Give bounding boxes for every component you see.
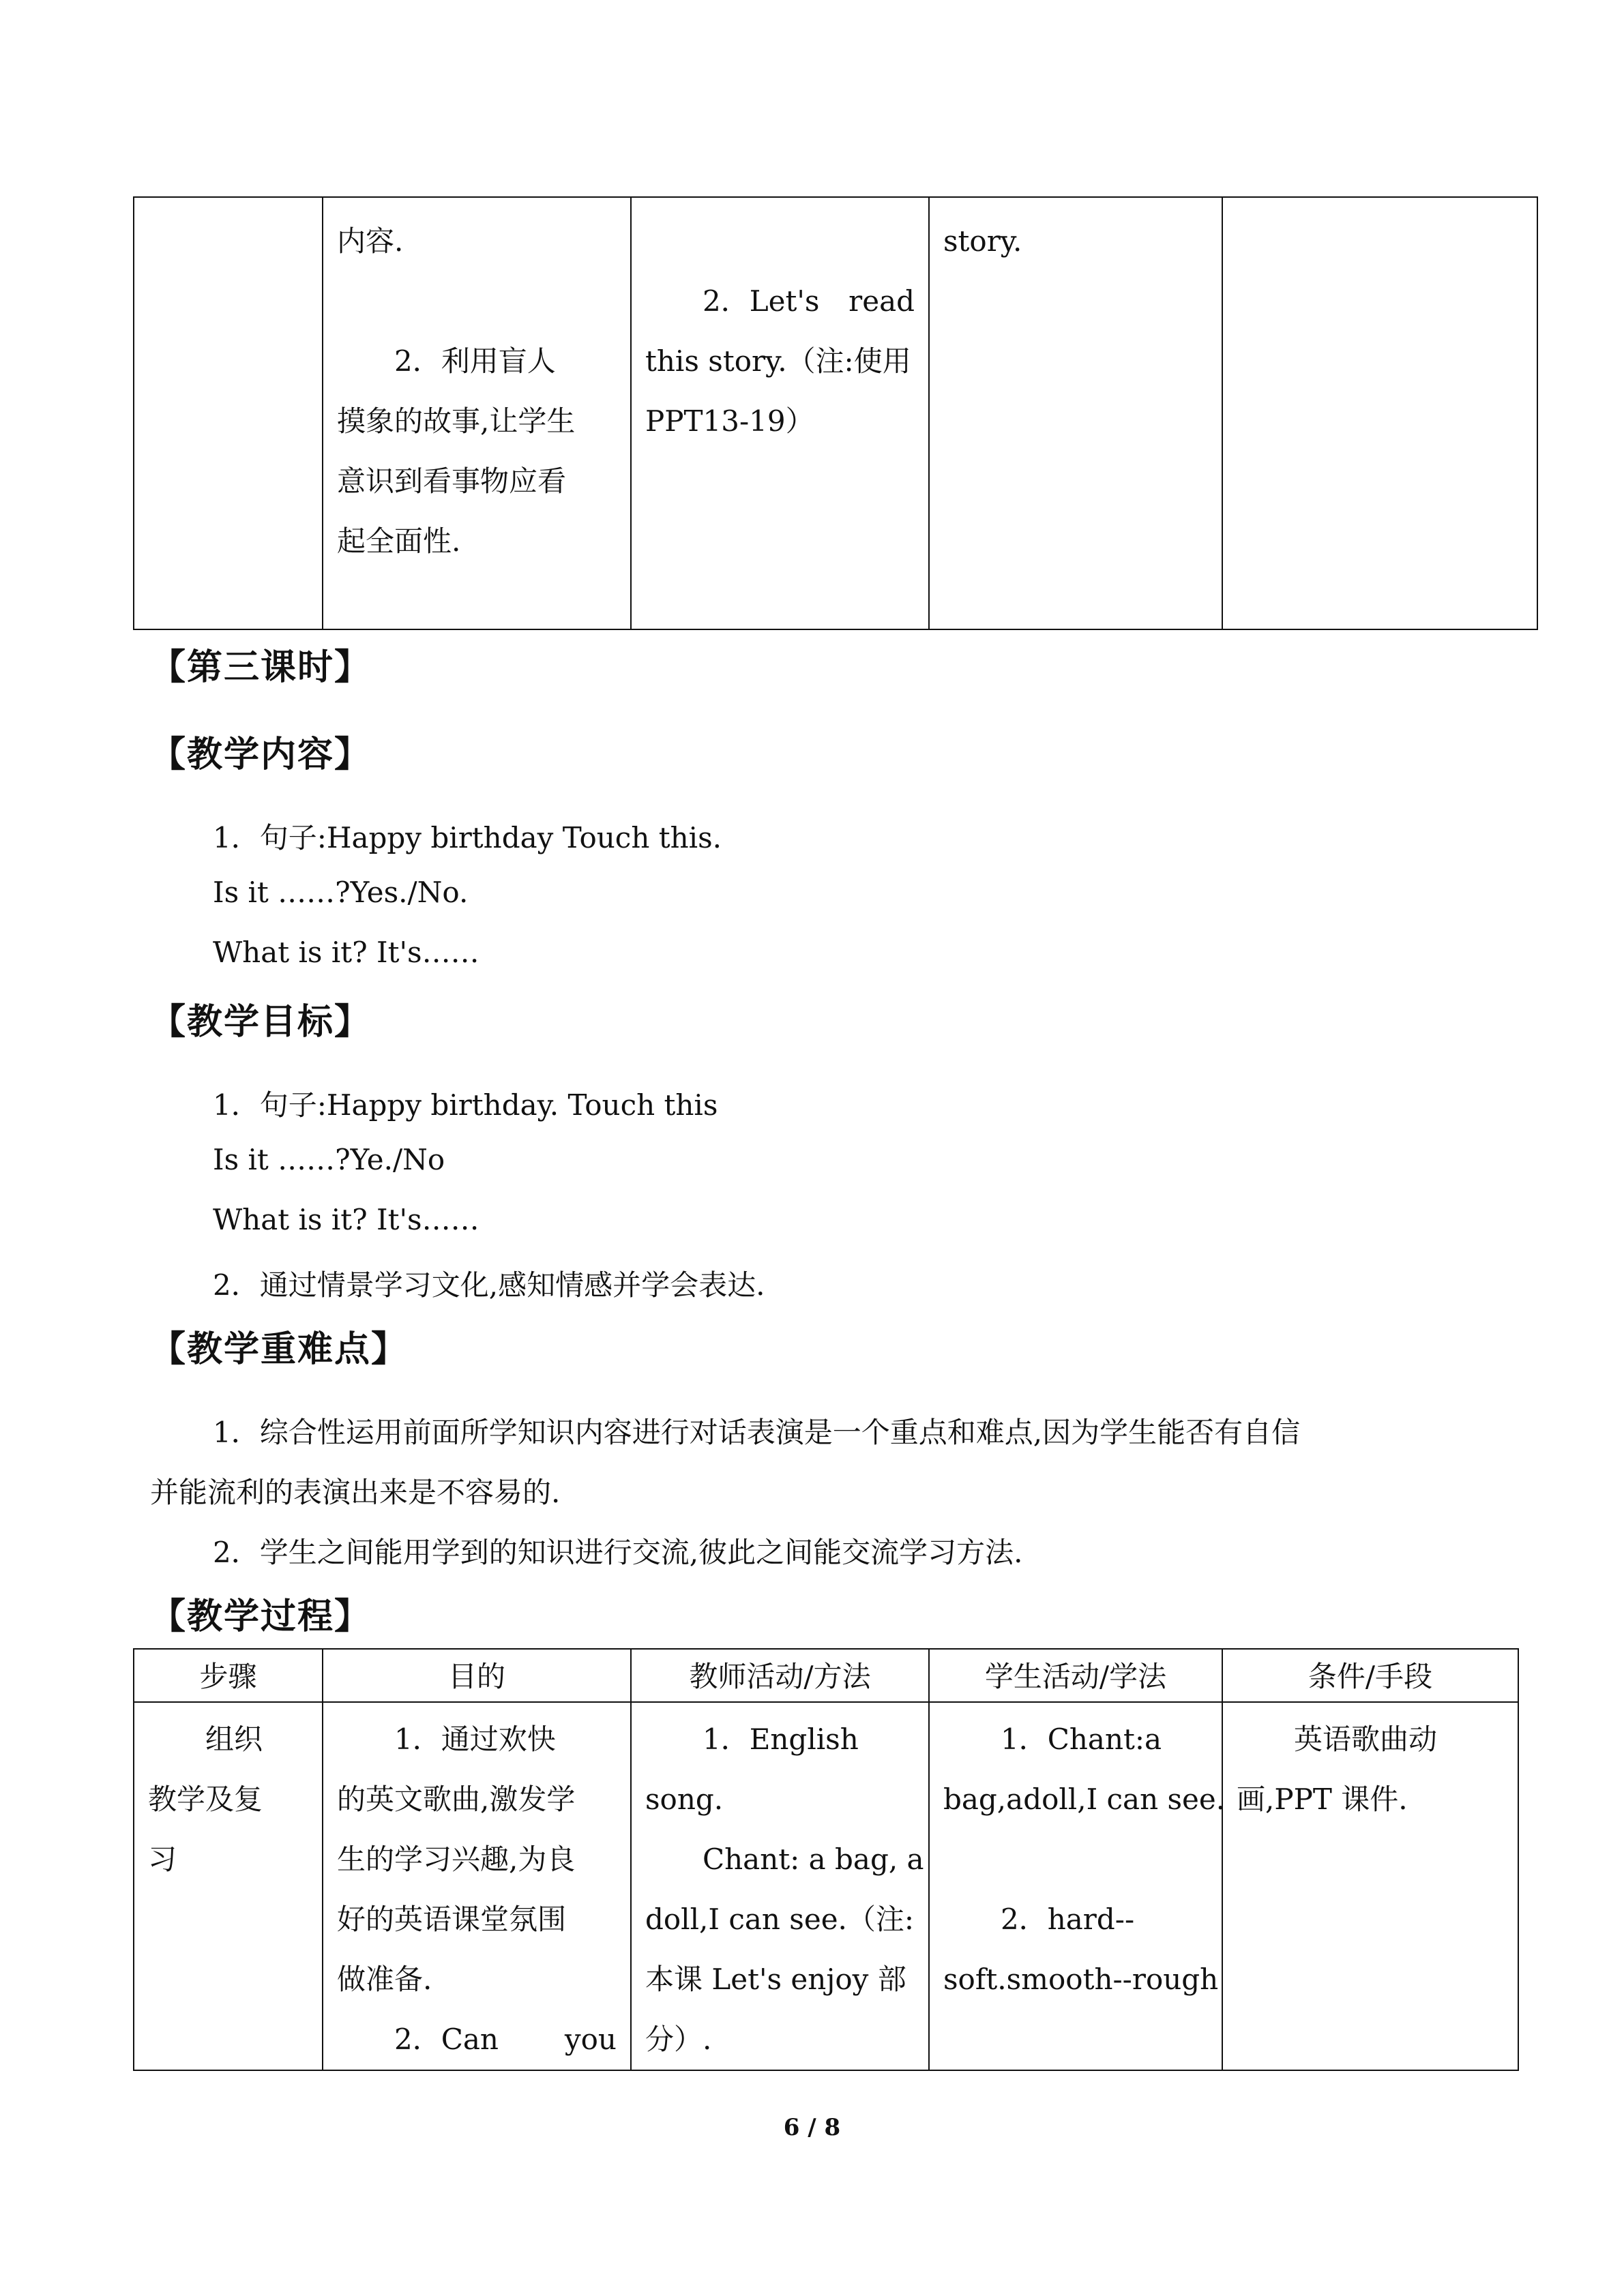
goal-line: 2．通过情景学习文化,感知情感并学会表达. (213, 1268, 765, 1302)
cell-text: 分）. (645, 2023, 712, 2056)
cell-text: bag,adoll,I can see. (943, 1783, 1226, 1816)
cell-text-row (645, 271, 915, 331)
cell-means (1222, 1702, 1518, 2070)
cell-text: 1．Chant:a (1001, 1723, 1162, 1756)
key-point-line: 1．综合性运用前面所学知识内容进行对话表演是一个重点和难点,因为学生能否有自信 (213, 1416, 1301, 1449)
cell-text: 英语歌曲动 (1294, 1723, 1438, 1756)
content-line: 1．句子:Happy birthday Touch this. (213, 821, 722, 854)
cell-text: 摸象的故事,让学生 (337, 404, 576, 438)
cell-text: 起全面性. (337, 524, 461, 558)
table-row (134, 197, 1537, 629)
cell-text: read (848, 284, 915, 318)
cell-text: this story.（注:使用 (645, 344, 911, 378)
cell-text: story. (943, 224, 1022, 258)
cell-text: song. (645, 1783, 724, 1816)
table-cell-step (134, 197, 323, 629)
cell-text: 1．English (703, 1723, 859, 1756)
cell-student (929, 1702, 1226, 2070)
cell-text: you (564, 2023, 617, 2056)
continuation-table (133, 196, 1538, 630)
cell-text: PPT13-19） (645, 404, 814, 438)
page-number: 6 / 8 (783, 2114, 841, 2141)
cell-text: 2．hard-- (1001, 1903, 1135, 1936)
header-means: 条件/手段 (1222, 1649, 1518, 1702)
cell-teacher (631, 1702, 929, 2070)
cell-text: 2．Let's (703, 284, 820, 318)
cell-text: 组织 (205, 1723, 263, 1756)
cell-text-row (337, 2010, 617, 2070)
table-cell-student (929, 197, 1222, 629)
cell-step (134, 1702, 323, 2070)
content-line: What is it? It's…… (213, 936, 479, 969)
cell-text: 习 (148, 1843, 177, 1876)
heading-content: 【教学内容】 (150, 734, 372, 775)
cell-text: doll,I can see.（注: (645, 1903, 915, 1936)
key-point-line: 并能流利的表演出来是不容易的. (150, 1476, 561, 1509)
table-header-row (134, 1649, 1518, 1702)
heading-process: 【教学过程】 (150, 1596, 372, 1637)
cell-text: 生的学习兴趣,为良 (337, 1843, 576, 1876)
cell-text: 意识到看事物应看 (337, 464, 567, 498)
goal-line: 1．句子:Happy birthday. Touch this (213, 1088, 718, 1122)
cell-text: soft.smooth--rough (943, 1963, 1219, 1996)
cell-text: 2．利用盲人 (394, 344, 556, 378)
goal-line: Is it ……?Ye./No (213, 1143, 445, 1176)
header-student: 学生活动/学法 (929, 1649, 1222, 1702)
header-teacher: 教师活动/方法 (631, 1649, 929, 1702)
header-step: 步骤 (134, 1649, 323, 1702)
cell-text: 好的英语课堂氛围 (337, 1903, 567, 1936)
cell-text: 2．Can (394, 2023, 499, 2056)
cell-text: 画,PPT 课件. (1237, 1783, 1408, 1816)
cell-text: 本课 Let's enjoy 部 (645, 1963, 906, 1996)
cell-text: 的英文歌曲,激发学 (337, 1783, 576, 1816)
content-line: Is it ……?Yes./No. (213, 876, 469, 909)
goal-line: What is it? It's…… (213, 1203, 479, 1236)
cell-text: 教学及复 (148, 1783, 263, 1816)
cell-text: 做准备. (337, 1963, 432, 1996)
cell-text: Chant: a bag, a (703, 1843, 924, 1876)
cell-text: 内容. (337, 224, 404, 258)
table-cell-teacher (631, 197, 929, 629)
key-point-line: 2．学生之间能用学到的知识进行交流,彼此之间能交流学习方法. (213, 1536, 1023, 1569)
table-cell-purpose (323, 197, 631, 629)
table-row (134, 1702, 1518, 2070)
header-purpose: 目的 (323, 1649, 631, 1702)
table-cell-means (1222, 197, 1537, 629)
cell-text: 1．通过欢快 (394, 1723, 556, 1756)
heading-lesson: 【第三课时】 (150, 647, 372, 688)
process-table (133, 1648, 1519, 2071)
heading-goals: 【教学目标】 (150, 1002, 372, 1043)
cell-purpose (323, 1702, 631, 2070)
heading-key-points: 【教学重难点】 (150, 1329, 409, 1370)
